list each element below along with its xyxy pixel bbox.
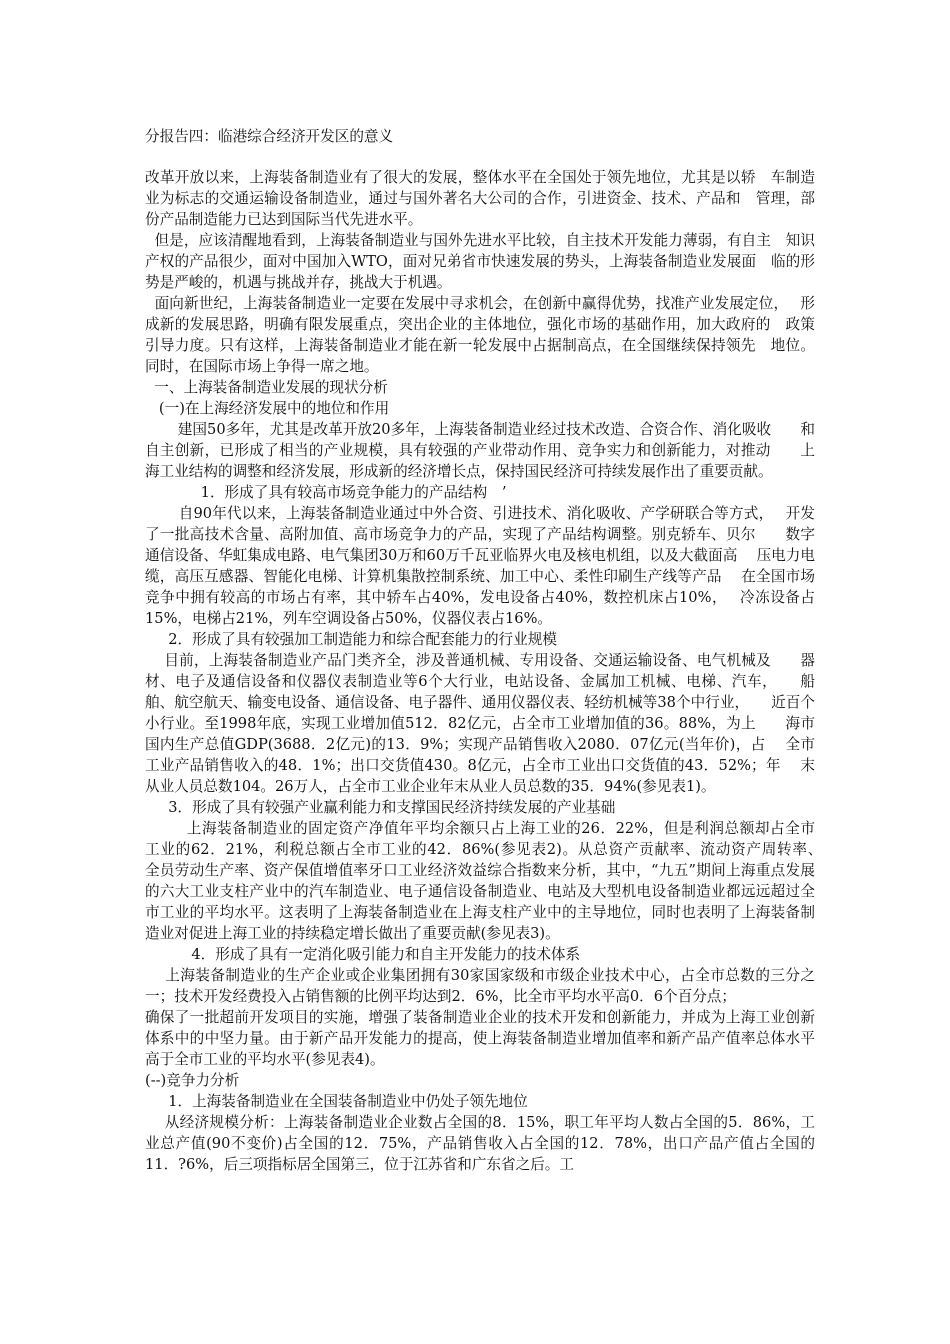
item-heading: 1．形成了具有较高市场竞争能力的产品结构 ’ (145, 484, 507, 501)
document-title: 分报告四：临港综合经济开发区的意义 (145, 128, 394, 145)
paragraph: 面向新世纪，上海装备制造业一定要在发展中寻求机会，在创新中赢得优势，找准产业发展定位， 形成新的发展思路，明确有限发展重点，突出企业的主体地位，强化市场的基础作用，加大政府的 政策引导力度。只有这样，上海装备制造业才能在新一轮发展中占据制高点，在全国继续保持领先 地位。同时，在国际市场上争得一席之地。 (145, 295, 815, 375)
paragraph: 改革开放以来，上海装备制造业有了很大的发展，整体水平在全国处于领先地位，尤其是以轿 车制造业为标志的交通运输设备制造业，通过与国外著名大公司的合作，引进资金、技术、产品和 管理，部份产品制造能力已达到国际当代先进水平。 (145, 169, 815, 228)
document-page (145, 126, 845, 1175)
item-heading: 2．形成了具有较强加工制造能力和综合配套能力的行业规模 (145, 631, 557, 648)
paragraph: 上海装备制造业的生产企业或企业集团拥有30家国家级和市级企业技术中心，占全市总数的三分之一；技术开发经费投入占销售额的比例平均达到2．6%，比全市平均水平高0．6个百分点； (145, 967, 815, 1005)
subsection-heading: (--)竞争力分析 (145, 1072, 240, 1089)
paragraph: 建国50多年，尤其是改革开放20多年，上海装备制造业经过技术改造、合资合作、消化吸收 和自主创新，已形成了相当的产业规模，具有较强的产业带动作用、竞争实力和创新能力，对推动 上海工业结构的调整和经济发展，形成新的经济增长点，保持国民经济可持续发展作出了重要贡献。 (145, 421, 815, 480)
item-heading: 4．形成了具有一定消化吸引能力和自主开发能力的技术体系 (145, 946, 581, 963)
subsection-heading: (一)在上海经济发展中的地位和作用 (145, 400, 390, 417)
paragraph: 目前，上海装备制造业产品门类齐全，涉及普通机械、专用设备、交通运输设备、电气机械及 器材、电子及通信设备和仪器仪表制造业等6个大行业，电站设备、金属加工机械、电梯、汽车， 船舶、航空航天、输变电设备、通信设备、电子器件、通用仪器仪表、轻纺机械等38个中行业， 近百个小行业。至1998年底，实现工业增加值512．82亿元，占全市工业增加值的36。88%，为上 海市国内生产总值GDP(3688．2亿元)的13．9%；实现产品销售收入2080．07亿元(当年价)，占 全市工业产品销售收入的48．1%；出口交货值430。8亿元，占全市工业出口交货值的43．52%；年 末从业人员总数104。26万人，占全市工业企业年末从业人员总数的35．94%(参见表1)。 (145, 652, 815, 795)
paragraph: 从经济规模分析：上海装备制造业企业数占全国的8．15%，职工年平均人数占全国的5．86%，工业总产值(90不变价)占全国的12．75%，产品销售收入占全国的12．78%，出口产品产值占全国的11．?6%，后三项指标居全国第三，位于江苏省和广东省之后。工 (145, 1114, 815, 1173)
paragraph: 确保了一批超前开发项目的实施，增强了装备制造业企业的技术开发和创新能力，并成为上海工业创新体系中的中坚力量。由于新产品开发能力的提高，使上海装备制造业增加值率和新产品产值率总体水平高于全市工业的平均水平(参见表4)。 (145, 1009, 815, 1068)
item-heading: 3．形成了具有较强产业赢利能力和支撑国民经济持续发展的产业基础 (145, 799, 616, 816)
item-heading: 1．上海装备制造业在全国装备制造业中仍处子领先地位 (145, 1093, 528, 1110)
paragraph: 自90年代以来，上海装备制造业通过中外合资、引进技术、消化吸收、产学研联合等方式， 开发了一批高技术含量、高附加值、高市场竞争力的产品，实现了产品结构调整。别克轿车、贝尔 数字通信设备、华虹集成电路、电气集团30万和60万千瓦亚临界火电及核电机组，以及大截面高 压电力电缆，高压互感器、智能化电梯、计算机集散控制系统、加工中心、柔性印刷生产线等产品 在全国市场竞争中拥有较高的市场占有率，其中轿车占40%，发电设备占40%，数控机床占10%， 冷冻设备占15%，电梯占21%，列车空调设备占50%，仪器仪表占16%。 (145, 505, 815, 627)
section-heading: 一、上海装备制造业发展的现状分析 (145, 379, 388, 396)
paragraph: 上海装备制造业的固定资产净值年平均余额只占上海工业的26．22%，但是利润总额却占全市 工业的62．21%，利税总额占全市工业的42．86%(参见表2)。从总资产贡献率、流动资产周转率、 全员劳动生产率、资产保值增值率牙口工业经济效益综合指数来分析，其中，“九五”期间上海重点发展的六大工业支柱产业中的汽车制造业、电子通信设备制造业、电站及大型机电设备制造业都远远超过全市工业的平均水平。这表明了上海装备制造业在上海支柱产业中的主导地位，同时也表明了上海装备制造业对促进上海工业的持续稳定增长做出了重要贡献(参见表3)。 (145, 820, 845, 942)
paragraph: 但是，应该清醒地看到，上海装备制造业与国外先进水平比较，自主技术开发能力薄弱，有自主 知识产权的产品很少，面对中国加入WTO，面对兄弟省市快速发展的势头，上海装备制造业发展面 临的形势是严峻的，机遇与挑战并存，挑战大于机遇。 (145, 232, 815, 291)
